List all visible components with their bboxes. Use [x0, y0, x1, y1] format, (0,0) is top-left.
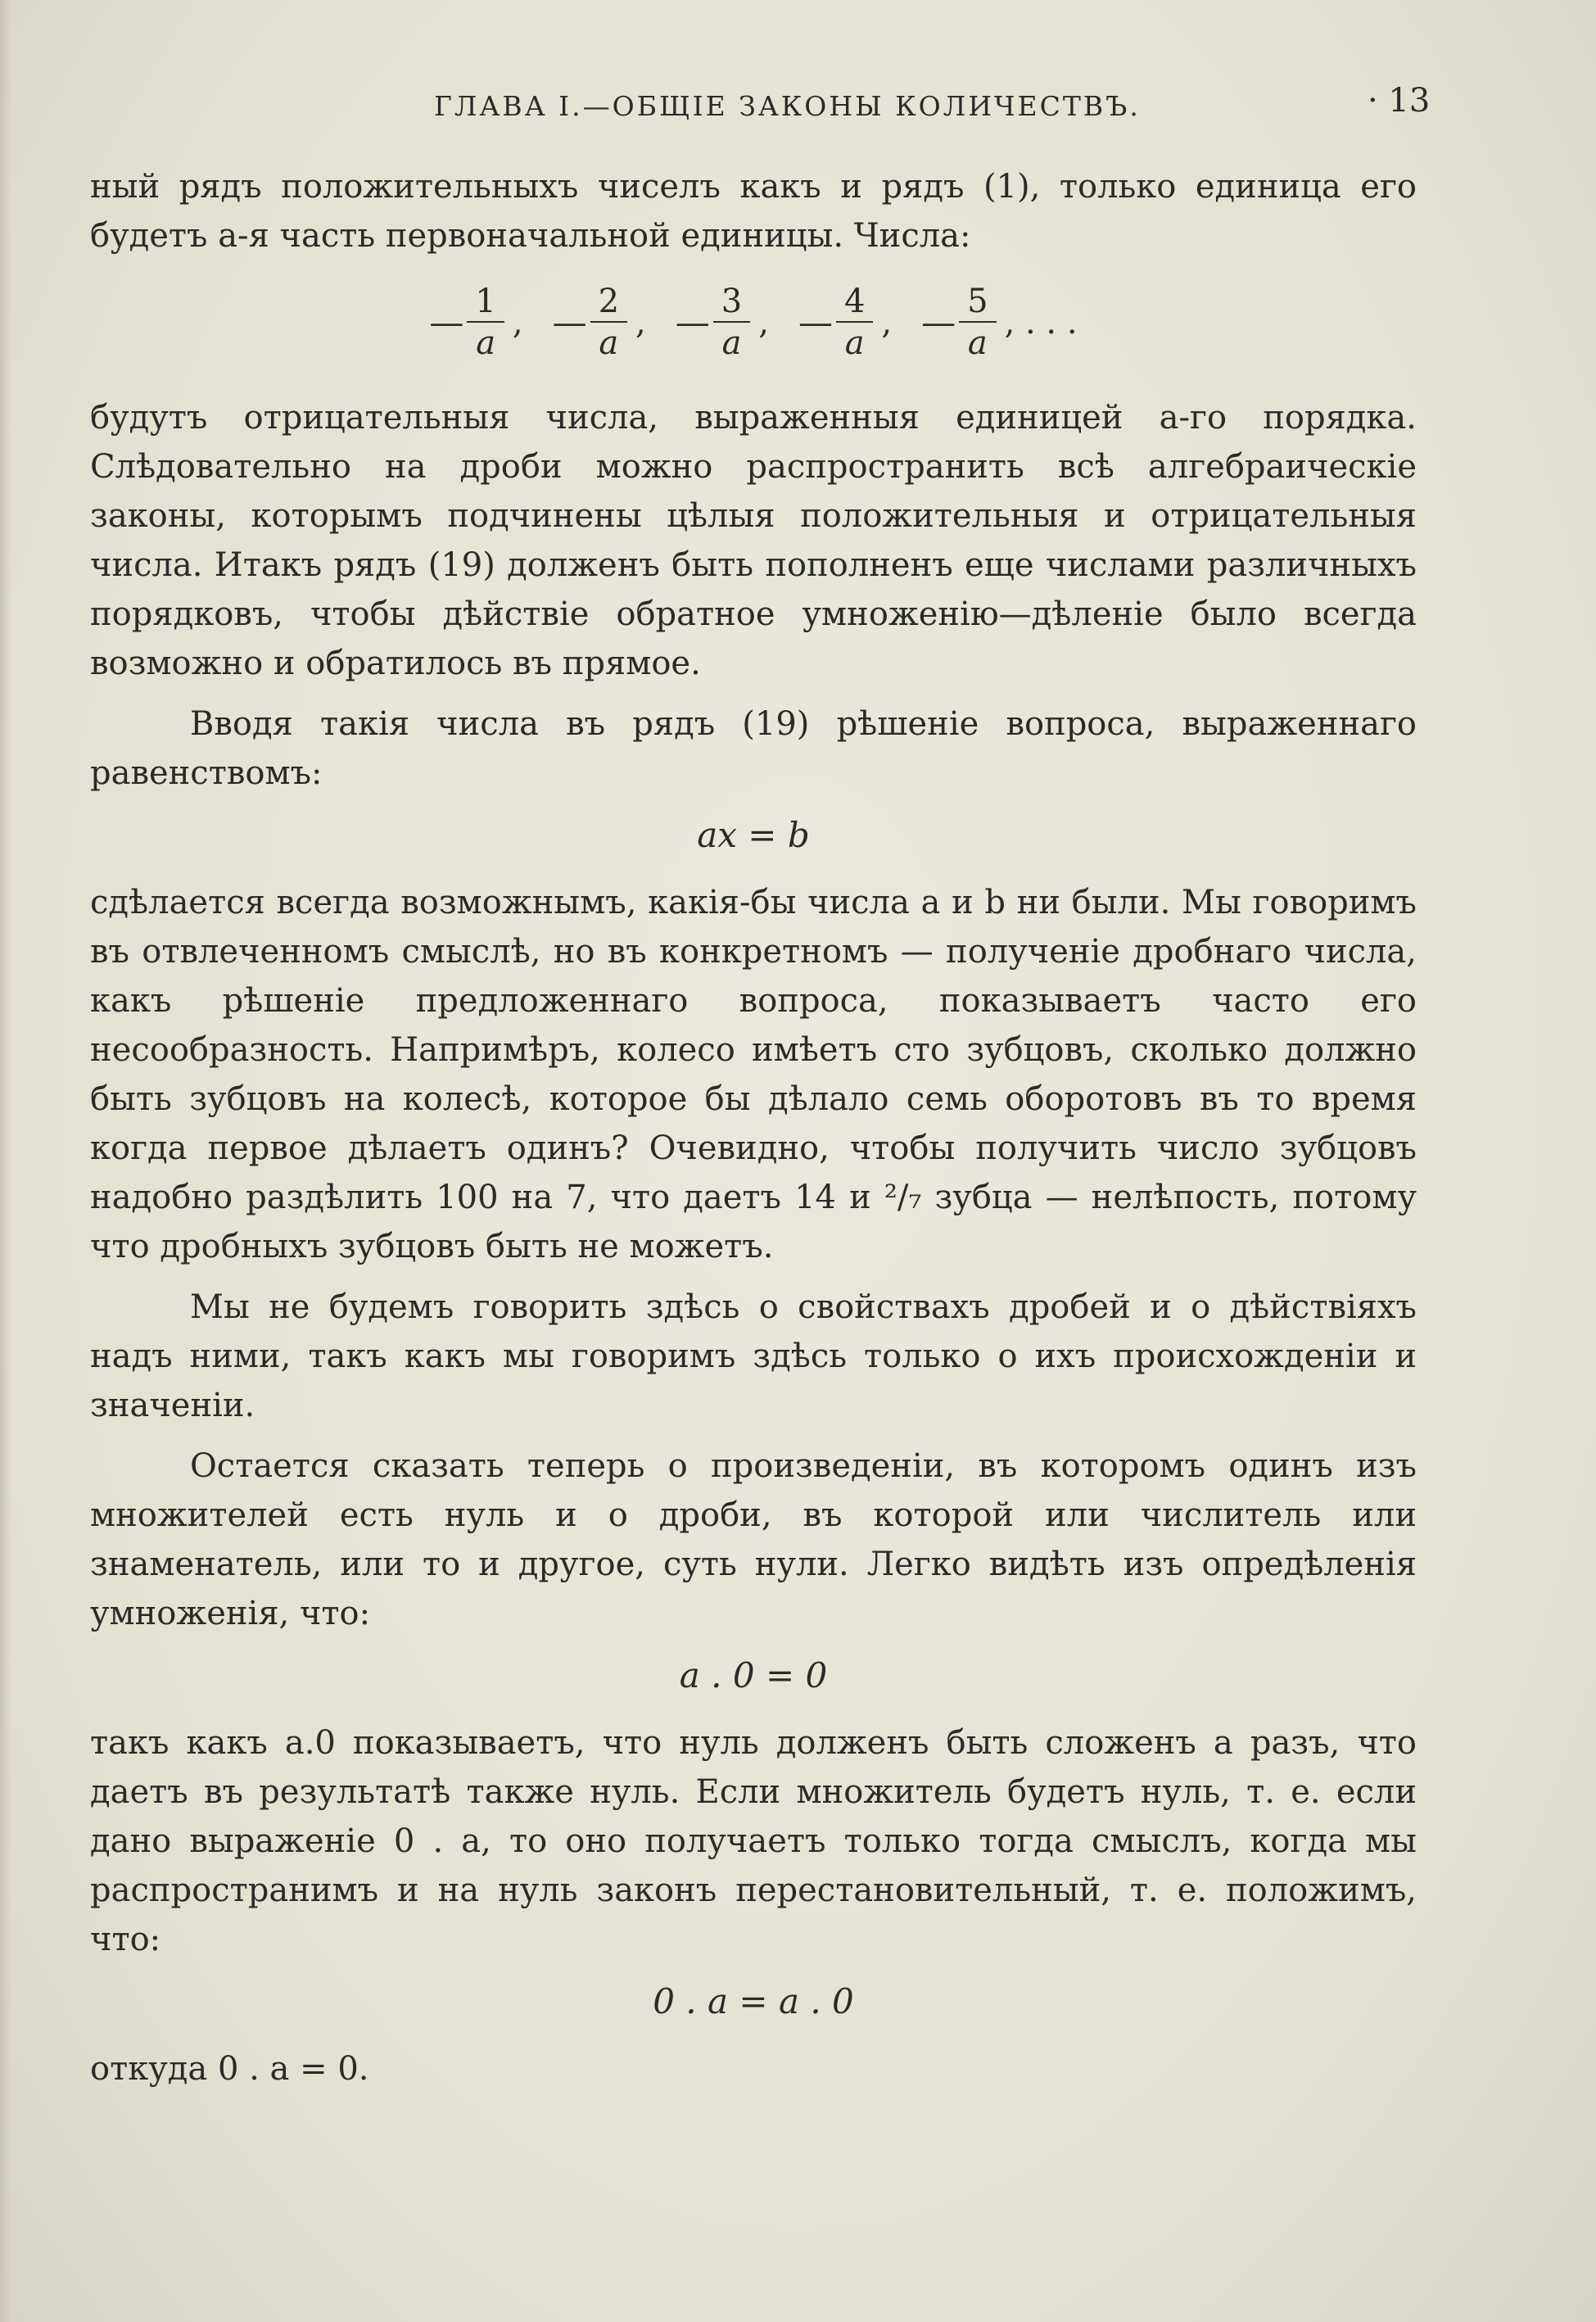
paragraph-4: сдѣлается всегда возможнымъ, какія-бы числа a и b ни были. Мы говоримъ въ отвлеченномъ смыслѣ, но въ конкретномъ — полученіе дробнаго числа, какъ рѣшеніе предложеннаго вопроса, показываетъ часто его несообразность. Напримѣръ, колесо имѣетъ сто зубцовъ, сколько должно быть зубцовъ на колесѣ, которое бы дѣлало семь оборотовъ въ то время когда первое дѣлаетъ одинъ? Очевидно, чтобы получить число зубцовъ надобно раздѣлить 100 на 7, что даетъ 14 и ²/₇ зубца — нелѣпость, потому что дробныхъ зубцовъ быть не можетъ.	[90, 884, 1417, 1265]
denominator: a	[599, 324, 619, 362]
numerator: 3	[713, 282, 750, 323]
fraction	[713, 282, 750, 364]
minus-sign: —	[798, 302, 833, 342]
scan-edge	[0, 0, 11, 2322]
denominator: a	[476, 324, 496, 362]
separator: ,	[758, 304, 769, 342]
separator: ,	[881, 304, 893, 342]
formula-commutative-zero: 0 . a = a . 0	[653, 1981, 854, 2021]
fraction-item	[798, 282, 892, 364]
separator: , . . .	[1004, 304, 1078, 342]
paragraph-2: будутъ отрицательныя числа, выраженныя единицей а-го порядка. Слѣдовательно на дроби можно распространить всѣ алгебраическіе законы, которымъ подчинены цѣлыя положительныя и отрицательныя числа. Итакъ рядъ (19) долженъ быть пополненъ еще числами различныхъ порядковъ, чтобы дѣйствіе обратное умноженію—дѣленіе было всегда возможно и обратилось въ прямое.	[90, 399, 1417, 682]
separator: ,	[635, 304, 646, 342]
fraction-item	[553, 282, 646, 364]
paragraph-3: Вводя такія числа въ рядъ (19) рѣшеніе вопроса, выраженнаго равенствомъ:	[90, 705, 1417, 792]
fraction	[959, 282, 996, 364]
formula-a-times-zero: a . 0 = 0	[679, 1655, 828, 1695]
formula-ax-equals-b: ax = b	[697, 815, 810, 855]
paragraph-6: Остается сказать теперь о произведеніи, въ которомъ одинъ изъ множителей есть нуль и о дроби, въ которой или числитель или знаменатель, или то и другое, суть нули. Легко видѣть изъ опредѣленія умноженія, что:	[90, 1447, 1417, 1632]
fraction-series	[90, 274, 1417, 372]
numerator: 1	[467, 282, 504, 323]
fraction-item	[676, 282, 769, 364]
paragraph-1: ный рядъ положительныхъ чиселъ какъ и рядъ (1), только единица его будетъ а-я часть первоначальной единицы. Числа:	[90, 168, 1417, 255]
paragraph-8: откуда 0 . a = 0.	[90, 2050, 369, 2088]
denominator: a	[844, 324, 865, 362]
fraction-item	[921, 282, 1077, 364]
paragraph-7: такъ какъ a.0 показываетъ, что нуль долженъ быть сложенъ a разъ, что даетъ въ результатѣ также нуль. Если множитель будетъ нуль, т. е. если дано выраженіе 0 . a, то оно получаетъ только тогда смыслъ, когда мы распространимъ и на нуль законъ перестановительный, т. е. положимъ, что:	[90, 1724, 1417, 1958]
fraction-item	[429, 282, 522, 364]
minus-sign: —	[675, 302, 710, 342]
minus-sign: —	[552, 302, 587, 342]
running-title: ГЛАВА I.—ОБЩІЕ ЗАКОНЫ КОЛИЧЕСТВЪ.	[434, 90, 1141, 122]
denominator: a	[721, 324, 742, 362]
numerator: 5	[959, 282, 996, 323]
numerator: 4	[836, 282, 873, 323]
paragraph-5: Мы не будемъ говорить здѣсь о свойствахъ дробей и о дѣйствіяхъ надъ ними, такъ какъ мы говоримъ здѣсь только о ихъ происхожденіи и значеніи.	[90, 1288, 1417, 1424]
denominator: a	[967, 324, 988, 362]
fraction	[590, 282, 627, 364]
minus-sign: —	[921, 302, 956, 342]
body-text	[90, 162, 1417, 2093]
fraction	[836, 282, 873, 364]
numerator: 2	[590, 282, 627, 323]
page-number: · 13	[1368, 82, 1431, 120]
separator: ,	[512, 304, 523, 342]
page-header	[0, 82, 1596, 131]
fraction	[467, 282, 504, 364]
minus-sign: —	[429, 302, 464, 342]
